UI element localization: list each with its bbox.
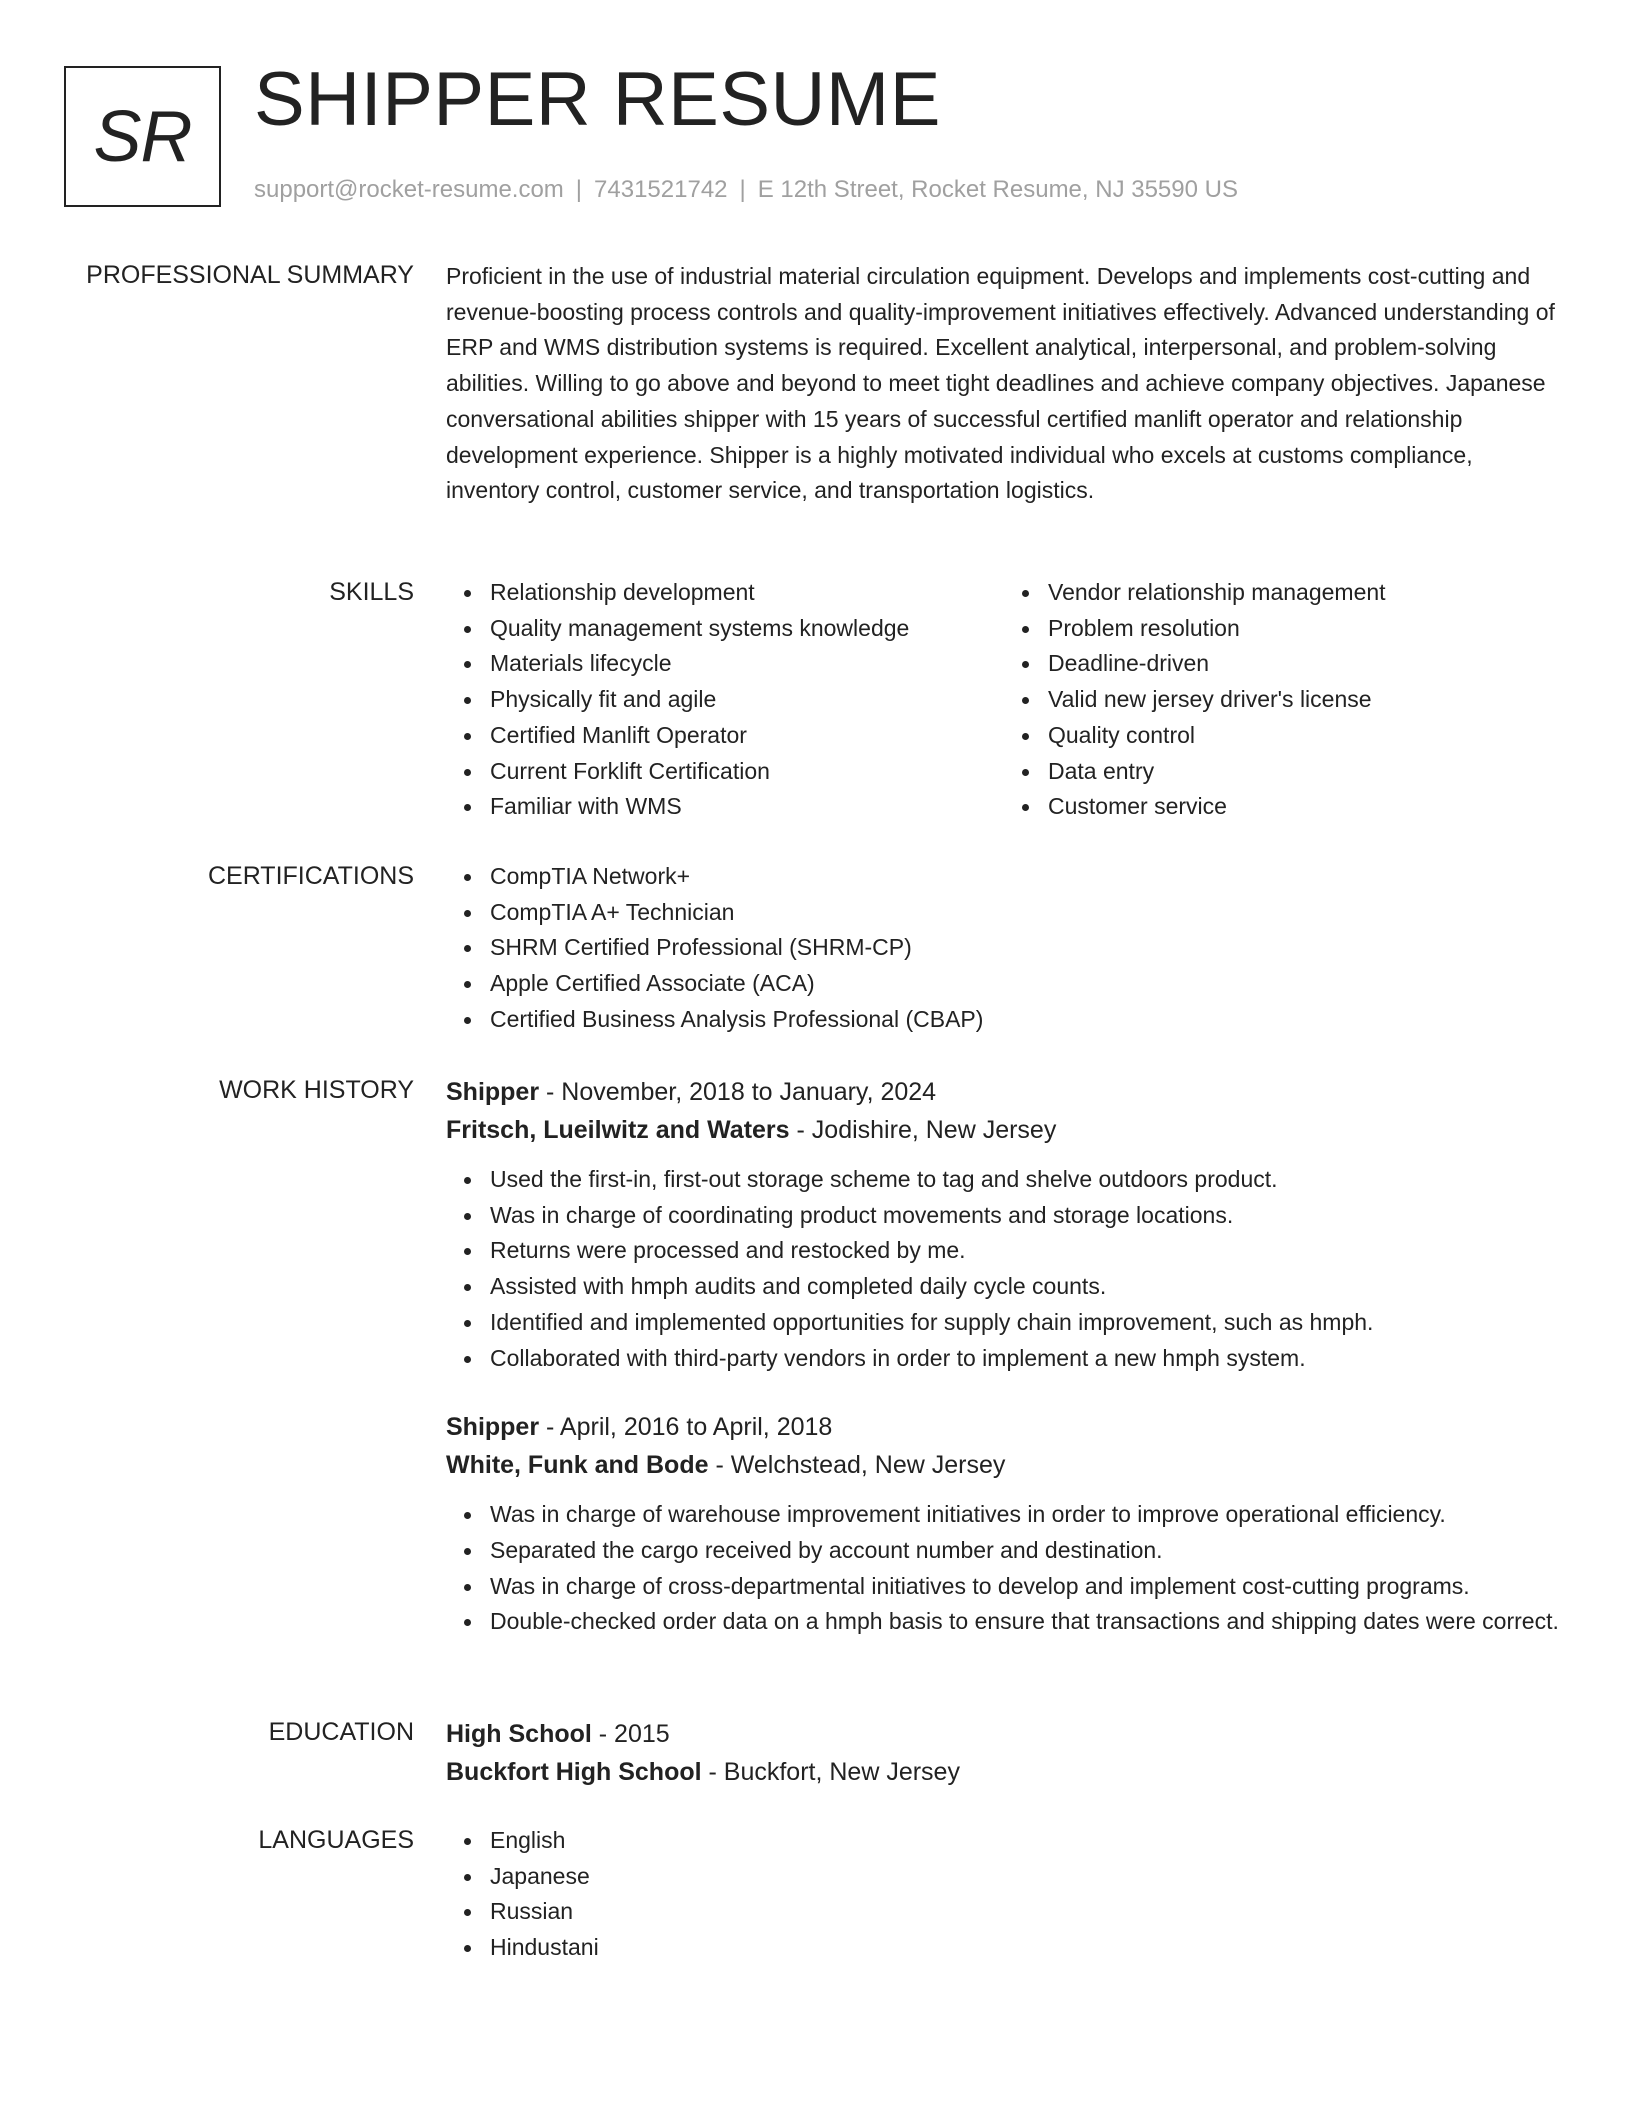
job-title: Shipper bbox=[446, 1413, 540, 1442]
company-line bbox=[446, 1446, 1562, 1484]
list-item: Current Forklift Certification bbox=[490, 754, 1004, 790]
skills-grid bbox=[446, 575, 1562, 825]
list-item: English bbox=[490, 1823, 1562, 1859]
list-item: Quality management systems knowledge bbox=[490, 611, 1004, 647]
list-item: Certified Manlift Operator bbox=[490, 718, 1004, 754]
list-item: Materials lifecycle bbox=[490, 646, 1004, 682]
list-item: Familiar with WMS bbox=[490, 789, 1004, 825]
list-item: Separated the cargo received by account number and destination. bbox=[490, 1533, 1562, 1569]
company-name: Fritsch, Lueilwitz and Waters bbox=[446, 1116, 790, 1144]
section-label-work-history: WORK HISTORY bbox=[219, 1076, 414, 1104]
monogram-logo: SR bbox=[64, 66, 221, 207]
school-line bbox=[446, 1753, 1562, 1791]
job-entry bbox=[446, 1408, 1562, 1640]
list-item: Used the first-in, first-out storage scheme to tag and shelve outdoors product. bbox=[490, 1162, 1562, 1198]
list-item: Was in charge of warehouse improvement initiatives in order to improve operational efficiency. bbox=[490, 1497, 1562, 1533]
list-item: Quality control bbox=[1048, 718, 1562, 754]
contact-phone[interactable]: 7431521742 bbox=[594, 176, 728, 203]
page-title: SHIPPER RESUME bbox=[254, 57, 941, 142]
list-item: Russian bbox=[490, 1894, 1562, 1930]
contact-address: E 12th Street, Rocket Resume, NJ 35590 US bbox=[757, 176, 1238, 203]
list-item: Certified Business Analysis Professional (CBAP) bbox=[490, 1002, 1562, 1038]
certifications-list bbox=[446, 859, 1562, 1038]
company-location: - Jodishire, New Jersey bbox=[789, 1116, 1057, 1144]
list-item: Physically fit and agile bbox=[490, 682, 1004, 718]
school-name: Buckfort High School bbox=[446, 1758, 702, 1786]
list-item: Identified and implemented opportunities for supply chain improvement, such as hmph. bbox=[490, 1305, 1562, 1341]
job-dates: - November, 2018 to January, 2024 bbox=[539, 1078, 937, 1106]
languages-content bbox=[446, 1823, 1562, 1966]
list-item: Customer service bbox=[1048, 789, 1562, 825]
job-bullets bbox=[446, 1162, 1562, 1376]
list-item: Deadline-driven bbox=[1048, 646, 1562, 682]
job-dates: - April, 2016 to April, 2018 bbox=[539, 1413, 833, 1442]
summary-text: Proficient in the use of industrial material circulation equipment. Develops and implements cost-cutting and revenue-boosting process controls and quality-improvement initiatives effectively. Advanced understanding of ERP and WMS distribution systems is required. Excellent analytical, interpersonal, and problem-solving abilities. Willing to go above and beyond to meet tight deadlines and achieve company objectives. Japanese conversational abilities shipper with 15 years of successful certified manlift operator and relationship development experience. Shipper is a highly motivated individual who excels at customs compliance, inventory control, customer service, and transportation logistics. bbox=[446, 263, 1555, 504]
job-title-line bbox=[446, 1408, 1562, 1446]
list-item: Returns were processed and restocked by me. bbox=[490, 1233, 1562, 1269]
work-history-content bbox=[446, 1073, 1562, 1640]
company-location: - Welchstead, New Jersey bbox=[708, 1451, 1006, 1480]
list-item: Was in charge of coordinating product movements and storage locations. bbox=[490, 1198, 1562, 1234]
list-item: Relationship development bbox=[490, 575, 1004, 611]
list-item: Vendor relationship management bbox=[1048, 575, 1562, 611]
company-name: White, Funk and Bode bbox=[446, 1451, 709, 1480]
summary-content bbox=[446, 259, 1562, 509]
list-item: SHRM Certified Professional (SHRM-CP) bbox=[490, 930, 1562, 966]
degree: High School bbox=[446, 1720, 592, 1748]
school-location: - Buckfort, New Jersey bbox=[701, 1758, 960, 1786]
section-label-education: EDUCATION bbox=[268, 1718, 414, 1746]
graduation-year: - 2015 bbox=[591, 1720, 670, 1748]
list-item: Hindustani bbox=[490, 1930, 1562, 1966]
skills-list-left bbox=[446, 575, 1004, 825]
list-item: Japanese bbox=[490, 1859, 1562, 1895]
list-item: Valid new jersey driver's license bbox=[1048, 682, 1562, 718]
section-label-summary: PROFESSIONAL SUMMARY bbox=[86, 261, 414, 289]
education-content bbox=[446, 1715, 1562, 1791]
job-title-line bbox=[446, 1073, 1562, 1111]
contact-line bbox=[254, 175, 1238, 205]
section-label-languages: LANGUAGES bbox=[258, 1826, 414, 1854]
list-item: Double-checked order data on a hmph basis to ensure that transactions and shipping dates were correct. bbox=[490, 1604, 1562, 1640]
job-bullets bbox=[446, 1497, 1562, 1640]
company-line bbox=[446, 1111, 1562, 1149]
languages-list bbox=[446, 1823, 1562, 1966]
section-label-skills: SKILLS bbox=[329, 578, 414, 606]
contact-separator: | bbox=[739, 176, 746, 203]
contact-separator: | bbox=[575, 176, 583, 203]
list-item: Problem resolution bbox=[1048, 611, 1562, 647]
contact-email[interactable]: support@rocket-resume.com bbox=[254, 176, 564, 203]
job-title: Shipper bbox=[446, 1078, 540, 1106]
job-entry bbox=[446, 1073, 1562, 1376]
skills-list-right bbox=[1004, 575, 1562, 825]
list-item: CompTIA A+ Technician bbox=[490, 895, 1562, 931]
list-item: Collaborated with third-party vendors in order to implement a new hmph system. bbox=[490, 1341, 1562, 1377]
list-item: Assisted with hmph audits and completed daily cycle counts. bbox=[490, 1269, 1562, 1305]
section-label-certifications: CERTIFICATIONS bbox=[207, 862, 414, 890]
list-item: CompTIA Network+ bbox=[490, 859, 1562, 895]
list-item: Data entry bbox=[1048, 754, 1562, 790]
list-item: Apple Certified Associate (ACA) bbox=[490, 966, 1562, 1002]
list-item: Was in charge of cross-departmental initiatives to develop and implement cost-cutting programs. bbox=[490, 1569, 1562, 1605]
certifications-content bbox=[446, 859, 1562, 1038]
degree-line bbox=[446, 1715, 1562, 1753]
